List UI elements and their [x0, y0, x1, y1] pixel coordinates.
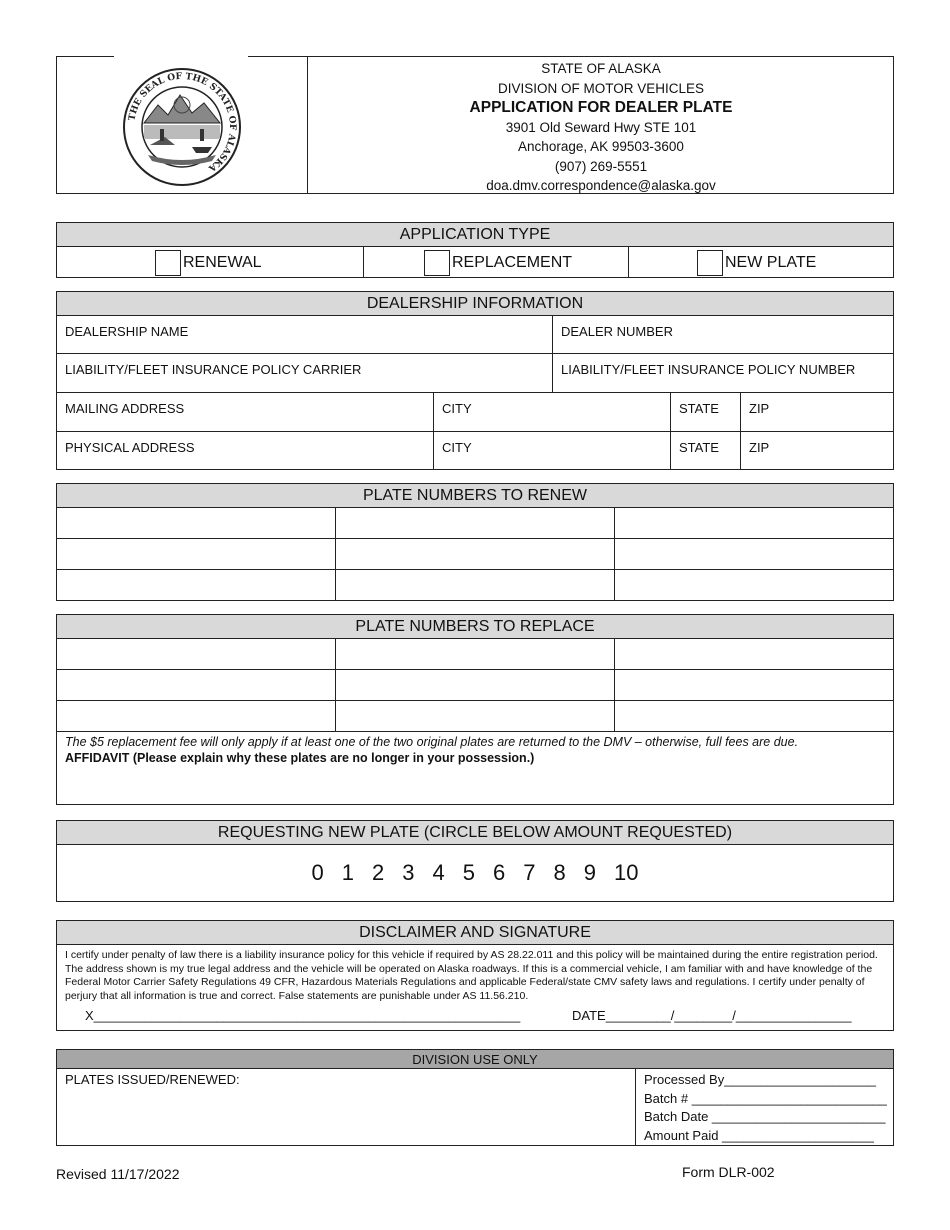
physical-zip-field[interactable] [741, 432, 893, 469]
replace-plate-input[interactable] [57, 670, 336, 701]
physical-address-field[interactable] [57, 432, 434, 469]
email-link[interactable]: doa.dmv.correspondence@alaska.gov [486, 178, 716, 193]
form-number: Form DLR-002 [682, 1164, 775, 1180]
amount-options [57, 845, 893, 901]
renewal-checkbox[interactable] [155, 250, 181, 276]
renew-plate-input[interactable] [336, 570, 615, 600]
mailing-state-field[interactable] [671, 393, 741, 432]
state-name: STATE OF ALASKA [541, 61, 661, 76]
phone: (907) 269-5551 [554, 158, 648, 174]
seal-area [57, 57, 308, 193]
division-name: DIVISION OF MOTOR VEHICLES [497, 80, 705, 96]
renewal-option[interactable] [155, 248, 262, 278]
renew-plates-section [56, 483, 894, 601]
new-plate-checkbox[interactable] [697, 250, 723, 276]
disclaimer-section [56, 920, 894, 1031]
amount-option-9[interactable]: 9 [583, 860, 596, 885]
header-box [56, 56, 894, 194]
amount-option-1[interactable]: 1 [341, 860, 354, 885]
policy-number-field[interactable] [553, 354, 893, 393]
replacement-fee-note: The $5 replacement fee will only apply if at least one of the two original plates are returned to the DMV – otherwise, full fees are due. [65, 735, 799, 749]
processing-info [644, 1071, 892, 1145]
page-title: APPLICATION FOR DEALER PLATE [469, 99, 733, 116]
revised-date: Revised 11/17/2022 [56, 1166, 180, 1182]
renew-plate-input[interactable] [57, 508, 336, 539]
amount-option-7[interactable]: 7 [523, 860, 536, 885]
plates-issued-label: PLATES ISSUED/RENEWED: [65, 1072, 240, 1087]
batch-date-line[interactable]: Batch Date ________________________ [644, 1109, 886, 1124]
address-line-2: Anchorage, AK 99503-3600 [518, 139, 684, 154]
renew-plate-input[interactable] [615, 508, 893, 539]
renew-plate-input[interactable] [57, 539, 336, 570]
replace-plate-input[interactable] [336, 670, 615, 701]
replace-plate-input[interactable] [615, 670, 893, 701]
renew-plate-input[interactable] [615, 570, 893, 600]
replace-plate-input[interactable] [615, 639, 893, 670]
signature-line[interactable]: X___________________________________________________________ [85, 1008, 521, 1023]
dealership-name-label: DEALERSHIP NAME [65, 324, 189, 339]
mailing-city-label: CITY [442, 401, 472, 416]
amount-option-6[interactable]: 6 [493, 860, 506, 885]
dealership-name-field[interactable] [57, 316, 553, 354]
amount-option-5[interactable]: 5 [462, 860, 475, 885]
policy-number-label: LIABILITY/FLEET INSURANCE POLICY NUMBER [561, 362, 856, 377]
insurance-carrier-field[interactable] [57, 354, 553, 393]
physical-city-label: CITY [442, 440, 472, 455]
new-plate-section [56, 820, 894, 902]
amount-option-10[interactable]: 10 [614, 860, 639, 885]
affidavit-field[interactable] [57, 732, 893, 804]
new-plate-option[interactable] [697, 248, 816, 278]
replace-plate-input[interactable] [57, 701, 336, 732]
dealership-section [56, 291, 894, 470]
mailing-address-label: MAILING ADDRESS [65, 401, 185, 416]
batch-number-line[interactable]: Batch # ___________________________ [644, 1090, 887, 1106]
mailing-zip-field[interactable] [741, 393, 893, 432]
replace-plate-input[interactable] [336, 701, 615, 732]
amount-option-3[interactable]: 3 [402, 860, 415, 885]
address-line-1: 3901 Old Seward Hwy STE 101 [505, 119, 697, 135]
physical-state-label: STATE [679, 440, 719, 455]
renew-plate-input[interactable] [336, 539, 615, 570]
mailing-state-label: STATE [679, 401, 719, 416]
mailing-address-field[interactable] [57, 393, 434, 432]
amount-option-4[interactable]: 4 [432, 860, 445, 885]
amount-option-0[interactable]: 0 [311, 860, 324, 885]
replace-plates-section [56, 614, 894, 805]
physical-city-field[interactable] [434, 432, 671, 469]
renew-plates-title: PLATE NUMBERS TO RENEW [57, 484, 893, 508]
replace-plates-title: PLATE NUMBERS TO REPLACE [57, 615, 893, 639]
application-type-title: APPLICATION TYPE [57, 223, 893, 247]
dealer-number-label: DEALER NUMBER [561, 324, 673, 339]
dealership-title: DEALERSHIP INFORMATION [57, 292, 893, 316]
plates-issued-field[interactable] [57, 1069, 636, 1145]
application-type-section [56, 222, 894, 278]
replace-plate-input[interactable] [336, 639, 615, 670]
renew-plate-input[interactable] [57, 570, 336, 600]
replacement-label: REPLACEMENT [452, 254, 573, 271]
mailing-zip-label: ZIP [749, 401, 770, 416]
replacement-option[interactable] [424, 248, 572, 278]
replace-plate-input[interactable] [615, 701, 893, 732]
mailing-city-field[interactable] [434, 393, 671, 432]
svg-text:THE SEAL OF THE STATE OF ALASK: THE SEAL OF THE STATE OF ALASKA [127, 71, 238, 173]
new-plate-title: REQUESTING NEW PLATE (CIRCLE BELOW AMOUNT REQUESTED) [57, 821, 893, 845]
date-line[interactable]: DATE_________/________/________________ [572, 1008, 852, 1023]
processed-by-line[interactable]: Processed By_____________________ [644, 1072, 877, 1087]
physical-zip-label: ZIP [749, 440, 770, 455]
affidavit-label: AFFIDAVIT (Please explain why these plates are no longer in your possession.) [65, 751, 535, 765]
renew-plate-input[interactable] [615, 539, 893, 570]
division-use-section [56, 1049, 894, 1146]
division-use-title: DIVISION USE ONLY [57, 1050, 893, 1069]
physical-state-field[interactable] [671, 432, 741, 469]
dealer-number-field[interactable] [553, 316, 893, 354]
amount-option-8[interactable]: 8 [553, 860, 566, 885]
header-text [309, 57, 893, 193]
replace-plate-input[interactable] [57, 639, 336, 670]
physical-address-label: PHYSICAL ADDRESS [65, 440, 195, 455]
renew-plate-input[interactable] [336, 508, 615, 539]
replacement-checkbox[interactable] [424, 250, 450, 276]
amount-paid-line[interactable]: Amount Paid _____________________ [644, 1127, 874, 1143]
state-seal-icon [120, 65, 244, 189]
amount-option-2[interactable]: 2 [372, 860, 385, 885]
disclaimer-text: I certify under penalty of law there is a liability insurance policy for this vehicle if required by AS 28.22.011 and this policy will be maintained during the entire registration period. The address shown is my true legal address and the vehicle will be operated on Alaska roadways. If this is a commercial vehicle, I am familiar with and have knowledge of the Federal Motor Carrier Safety Regulations 49 CFR, Hazardous Materials Regulations and applicable Federal/state CMV safety laws and regulations. I certify under penalty of perjury that all information is true and correct. False statements are punishable under AS 11.56.210. [65, 949, 878, 1002]
insurance-carrier-label: LIABILITY/FLEET INSURANCE POLICY CARRIER [65, 362, 362, 377]
renewal-label: RENEWAL [183, 254, 262, 271]
new-plate-label: NEW PLATE [725, 254, 817, 271]
disclaimer-title: DISCLAIMER AND SIGNATURE [57, 921, 893, 945]
